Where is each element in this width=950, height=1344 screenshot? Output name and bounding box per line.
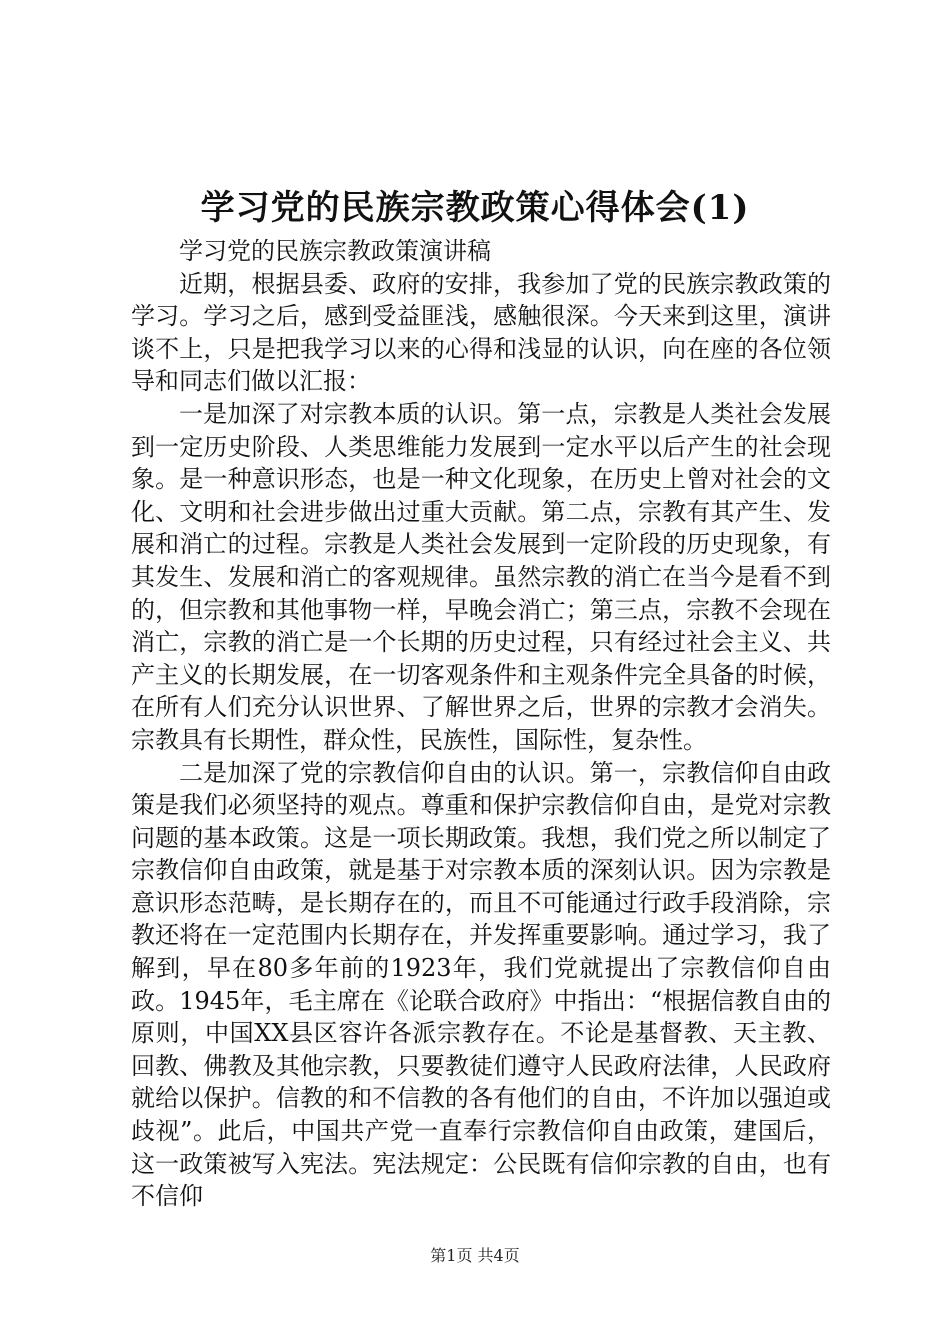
- paragraph-point-one: 一是加深了对宗教本质的认识。第一点，宗教是人类社会发展到一定历史阶段、人类思维能力发展到一定水平以后产生的社会现象。是一种意识形态，也是一种文化现象，在历史上曾对社会的文化、文明和社会进步做出过重大贡献。第二点，宗教有其产生、发展和消亡的过程。宗教是人类社会发展到一定阶段的历史现象，有其发生、发展和消亡的客观规律。虽然宗教的消亡在当今是看不到的，但宗教和其他事物一样，早晚会消亡；第三点，宗教不会现在消亡，宗教的消亡是一个长期的历史过程，只有经过社会主义、共产主义的长期发展，在一切客观条件和主观条件完全具备的时候，在所有人们充分认识世界、了解世界之后，世界的宗教才会消失。宗教具有长期性，群众性，民族性，国际性，复杂性。: [131, 399, 831, 754]
- page-footer: 第1页 共4页: [430, 1246, 520, 1265]
- document-body: [131, 235, 831, 1213]
- paragraph-point-two: 二是加深了党的宗教信仰自由的认识。第一，宗教信仰自由政策是我们必须坚持的观点。尊重和保护宗教信仰自由，是党对宗教问题的基本政策。这是一项长期政策。我想，我们党之所以制定了宗教信仰自由政策，就是基于对宗教本质的深刻认识。因为宗教是意识形态范畴，是长期存在的，而且不可能通过行政手段消除，宗教还将在一定范围内长期存在，并发挥重要影响。通过学习，我了解到，早在80多年前的1923年，我们党就提出了宗教信仰自由政。1945年，毛主席在《论联合政府》中指出：“根据信教自由的原则，中国XX县区容许各派宗教存在。不论是基督教、天主教、回教、佛教及其他宗教，只要教徒们遵守人民政府法律，人民政府就给以保护。信教的和不信教的各有他们的自由，不许加以强迫或歧视”。此后，中国共产党一直奉行宗教信仰自由政策，建国后，这一政策被写入宪法。宪法规定：公民既有信仰宗教的自由，也有不信仰: [131, 758, 831, 1211]
- page-title: 学习党的民族宗教政策心得体会(1): [200, 188, 750, 228]
- paragraph-subtitle: 学习党的民族宗教政策演讲稿: [179, 237, 491, 265]
- paragraph-intro: 近期，根据县委、政府的安排，我参加了党的民族宗教政策的学习。学习之后，感到受益匪浅，感触很深。今天来到这里，演讲谈不上，只是把我学习以来的心得和浅显的认识，向在座的各位领导和同志们做以汇报：: [131, 269, 831, 396]
